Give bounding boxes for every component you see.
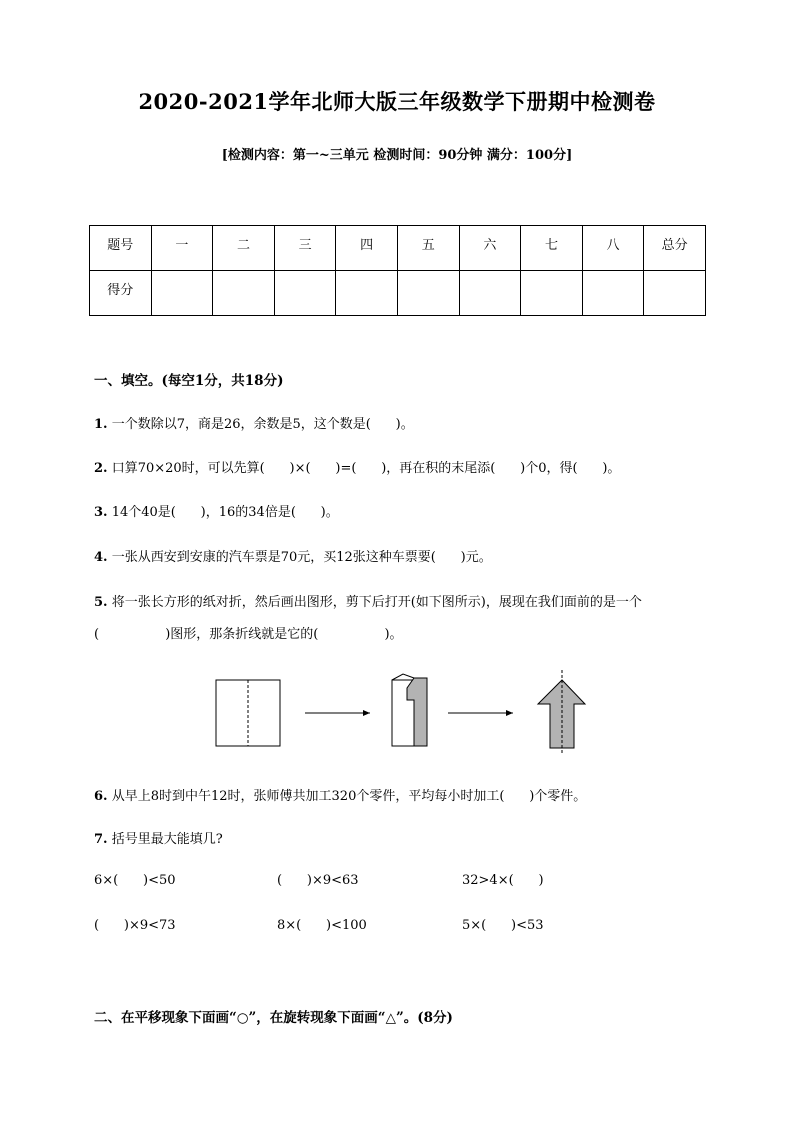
- score-header-cell: 七: [521, 226, 583, 271]
- score-row-label: 得分: [90, 271, 152, 316]
- score-header-cell: 总分: [644, 226, 706, 271]
- right-arrow-icon: [305, 710, 370, 716]
- score-header-cell: 六: [459, 226, 521, 271]
- question-5: [94, 591, 642, 610]
- question-number: 2.: [94, 461, 108, 476]
- question-text: 一个数除以7，商是26，余数是5，这个数是( )。: [107, 417, 414, 432]
- paper-folding-figure: [205, 666, 605, 756]
- question-number: 6.: [94, 789, 108, 804]
- question-text: 将一张长方形的纸对折，然后画出图形，剪下后打开(如下图所示)，展现在我们面前的是一个: [107, 595, 642, 610]
- score-header-cell: 一: [151, 226, 213, 271]
- inequality-item: 5×( )<53: [462, 918, 544, 933]
- score-header-cell: 八: [582, 226, 644, 271]
- section-2-heading: 二、在平移现象下面画“○”，在旋转现象下面画“△”。(8分): [94, 1010, 453, 1026]
- question-2: [94, 457, 620, 476]
- score-cell[interactable]: [151, 271, 213, 316]
- question-text: ( )图形，那条折线就是它的( )。: [94, 627, 403, 642]
- question-4: [94, 546, 492, 565]
- question-text: 14个40是( )，16的34倍是( )。: [107, 505, 339, 520]
- question-3: [94, 501, 339, 520]
- page-title: 2020-2021学年北师大版三年级数学下册期中检测卷: [138, 89, 656, 114]
- question-number: 4.: [94, 550, 108, 565]
- unfolded-rectangle: [216, 680, 280, 746]
- question-5-continued: [94, 623, 403, 642]
- score-cell[interactable]: [521, 271, 583, 316]
- score-cell[interactable]: [274, 271, 336, 316]
- question-7: [94, 828, 223, 847]
- score-cell[interactable]: [582, 271, 644, 316]
- question-number: 1.: [94, 417, 108, 432]
- score-table-score-row: [90, 271, 706, 316]
- score-header-cell: 五: [397, 226, 459, 271]
- question-text: 口算70×20时，可以先算( )×( )=( )，再在积的末尾添( )个0，得( )。: [107, 461, 621, 476]
- score-header-cell: 四: [336, 226, 398, 271]
- inequality-item: 6×( )<50: [94, 873, 176, 888]
- question-text: 从早上8时到中午12时，张师傅共加工320个零件，平均每小时加工( )个零件。: [107, 789, 587, 804]
- question-1: [94, 413, 414, 432]
- score-header-cell: 二: [213, 226, 275, 271]
- score-cell[interactable]: [459, 271, 521, 316]
- score-cell[interactable]: [213, 271, 275, 316]
- score-table-header-row: [90, 226, 706, 271]
- score-cell[interactable]: [644, 271, 706, 316]
- question-number: 3.: [94, 505, 108, 520]
- question-6: [94, 785, 586, 804]
- section-1-heading: 一、填空。(每空1分，共18分): [94, 373, 284, 389]
- unfolded-arrow-shape: [538, 670, 585, 754]
- exam-info: [检测内容：第一~三单元 检测时间：90分钟 满分：100分]: [221, 148, 573, 163]
- inequality-item: ( )×9<63: [277, 873, 359, 888]
- inequality-item: ( )×9<73: [94, 918, 176, 933]
- score-header-cell: 题号: [90, 226, 152, 271]
- score-header-cell: 三: [274, 226, 336, 271]
- question-number: 5.: [94, 595, 108, 610]
- right-arrow-icon: [448, 710, 513, 716]
- inequality-item: 8×( )<100: [277, 918, 367, 933]
- question-text: 一张从西安到安康的汽车票是70元，买12张这种车票要( )元。: [107, 550, 492, 565]
- score-cell[interactable]: [397, 271, 459, 316]
- question-number: 7.: [94, 832, 108, 847]
- score-cell[interactable]: [336, 271, 398, 316]
- question-text: 括号里最大能填几?: [107, 832, 223, 847]
- folded-paper-with-cut-shape: [392, 674, 427, 746]
- inequality-item: 32>4×( ): [462, 873, 544, 888]
- score-table: [89, 225, 706, 316]
